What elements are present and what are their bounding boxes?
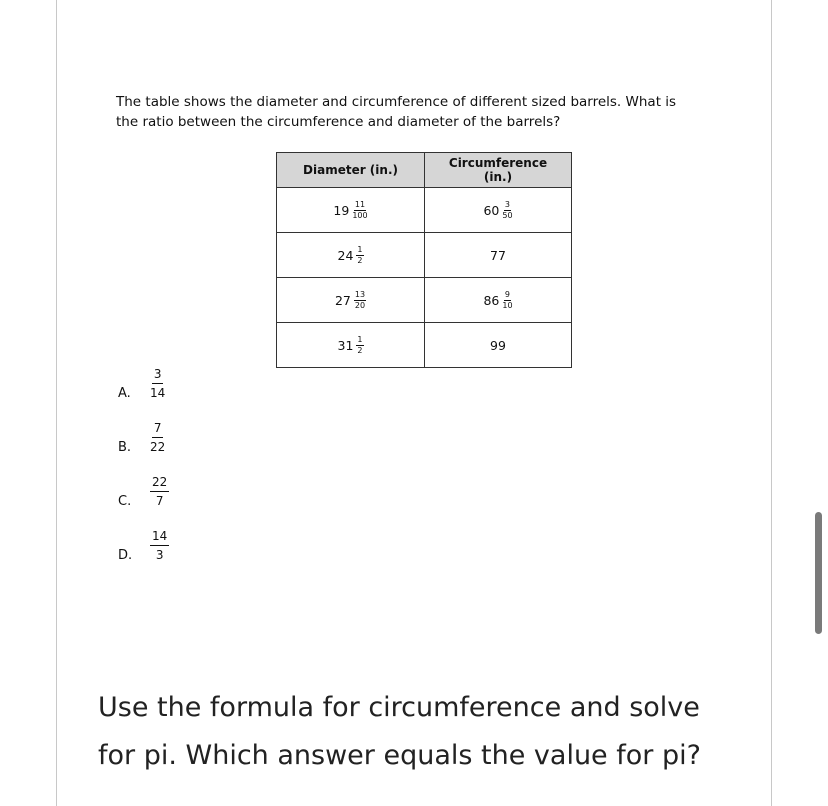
- fraction-denominator: 14: [150, 386, 166, 400]
- question-line-1: The table shows the diameter and circumference of different sized barrels. What is: [116, 94, 677, 110]
- circumference-cell: [425, 278, 572, 323]
- fraction-denominator: 10: [502, 300, 513, 310]
- whole-number: 24: [337, 247, 354, 263]
- fraction-numerator: 9: [504, 289, 510, 299]
- whole-number: 60: [483, 202, 500, 218]
- fraction-numerator: 11: [354, 199, 366, 209]
- fraction-denominator: 7: [155, 494, 164, 508]
- table-row: [277, 233, 572, 278]
- fraction-denominator: 50: [502, 210, 513, 220]
- whole-number: 77: [490, 247, 506, 263]
- fraction-numerator: 7: [152, 422, 164, 438]
- fraction-numerator: 13: [354, 289, 366, 299]
- instruction-line-2: for pi. Which answer equals the value for pi?: [98, 740, 701, 771]
- fraction-numerator: 3: [152, 368, 164, 384]
- fraction-denominator: 2: [357, 345, 363, 355]
- diameter-cell: [277, 188, 425, 233]
- instruction-line-1: Use the formula for circumference and solve: [98, 692, 700, 723]
- page-right-border: [771, 0, 772, 806]
- choice-fraction: [150, 476, 169, 507]
- choice-letter: D.: [118, 548, 133, 563]
- diameter-cell: [277, 233, 425, 278]
- whole-number: 86: [483, 292, 500, 308]
- fraction-numerator: 1: [357, 244, 363, 254]
- whole-number: 99: [490, 337, 506, 353]
- whole-number: 19: [333, 202, 350, 218]
- choice-letter: A.: [118, 386, 131, 401]
- fraction-denominator: 100: [352, 210, 368, 220]
- header-diameter: Diameter (in.): [277, 153, 425, 188]
- choice-fraction: [150, 530, 169, 561]
- table-row: [277, 278, 572, 323]
- diameter-cell: [277, 278, 425, 323]
- choice-fraction: [150, 368, 165, 399]
- fraction-numerator: 3: [504, 199, 510, 209]
- table-row: [277, 323, 572, 368]
- fraction-denominator: 22: [150, 440, 166, 454]
- fraction-denominator: 2: [357, 255, 363, 265]
- table-row: [277, 188, 572, 233]
- fraction-numerator: 14: [150, 530, 169, 546]
- instruction-text: [98, 684, 758, 780]
- choice-letter: C.: [118, 494, 132, 509]
- header-circumference: Circumference (in.): [425, 153, 572, 188]
- fraction-denominator: 3: [155, 548, 164, 562]
- whole-number: 27: [334, 292, 351, 308]
- question-text: [116, 92, 736, 132]
- scrollbar-thumb[interactable]: [815, 512, 822, 634]
- fraction-denominator: 20: [354, 300, 366, 310]
- circumference-cell: [425, 323, 572, 368]
- question-line-2: the ratio between the circumference and diameter of the barrels?: [116, 114, 561, 130]
- page-left-border: [56, 0, 57, 806]
- fraction-numerator: 22: [150, 476, 169, 492]
- choice-letter: B.: [118, 440, 132, 455]
- whole-number: 31: [337, 337, 354, 353]
- choice-fraction: [150, 422, 165, 453]
- circumference-cell: [425, 188, 572, 233]
- diameter-cell: [277, 323, 425, 368]
- circumference-cell: [425, 233, 572, 278]
- fraction-numerator: 1: [357, 334, 363, 344]
- table-header-row: [277, 153, 572, 188]
- barrel-table: [276, 152, 572, 368]
